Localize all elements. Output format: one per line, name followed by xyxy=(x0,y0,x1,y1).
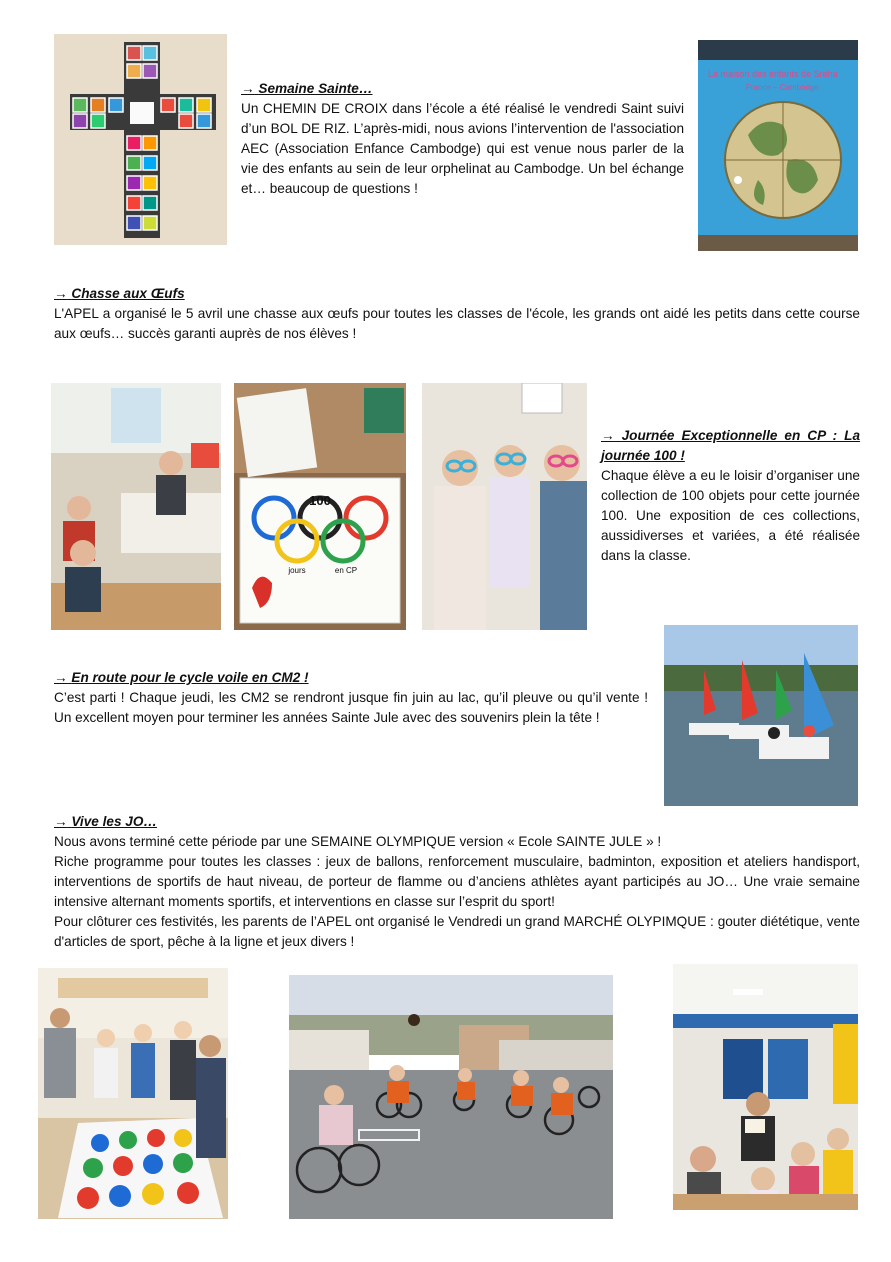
heading-jo: → Vive les JO… xyxy=(54,814,158,829)
photo-wheelchair-sport xyxy=(289,975,613,1219)
photo-cambodge-projection xyxy=(698,40,858,251)
arrow-icon: → xyxy=(54,814,68,829)
photo-classroom-children xyxy=(51,383,221,630)
text-chasse: L'APEL a organisé le 5 avril une chasse aux œufs pour toutes les classes de l'école, les grands ont aidé les petits dans cette course aux œufs… succès garanti auprès de nos élèves ! xyxy=(54,306,860,341)
heading-journee-100: → Journée Exceptionnelle en CP : La journée 100 ! xyxy=(601,428,861,463)
heading-chasse: → Chasse aux Œufs xyxy=(54,286,185,301)
photo-teachers-glasses xyxy=(422,383,587,630)
text-jo-1: Nous avons terminé cette période par une SEMAINE OLYMPIQUE version « Ecole SAINTE JULE » ! xyxy=(54,834,662,849)
arrow-icon: → xyxy=(54,286,68,301)
projection-caption-2: France – Cambodge xyxy=(746,83,819,92)
arrow-icon: → xyxy=(241,81,255,96)
photo-100-jours-poster xyxy=(234,383,406,630)
projection-caption: La maison des enfants de Sreha xyxy=(708,69,838,79)
text-semaine-sainte: Un CHEMIN DE CROIX dans l’école a été réalisé le vendredi Saint suivi d’un BOL DE RIZ. L’après-midi, nous avions l’intervention de l'association AEC (Association Enfance Cambodge) qui est venue nous parler de la vie des enfants au sein de leur orphelinat au Cambodge. Un bel échange et… beaucoup de questions ! xyxy=(241,101,684,196)
photo-classroom-reading xyxy=(673,964,858,1210)
photo-cross-collage xyxy=(54,34,227,245)
arrow-icon: → xyxy=(601,428,615,443)
text-journee-100: Chaque élève a eu le loisir d’organiser une collection de 100 objets pour cette journée 100. Une exposition de ces collections, aussidiverses et variées, a été réalisée dans la classe. xyxy=(601,468,860,563)
arrow-icon: → xyxy=(54,670,68,685)
section-voile-cm2 xyxy=(54,668,648,728)
poster-label-b: en CP xyxy=(334,566,358,575)
heading-semaine-sainte: → Semaine Sainte… xyxy=(241,81,373,96)
section-semaine-sainte xyxy=(241,79,684,199)
poster-label-a: jours xyxy=(288,566,306,575)
text-jo-2: Riche programme pour toutes les classes : jeux de ballons, renforcement musculaire, badminton, exposition et ateliers handisport, interventions de sportifs de haut niveau, de porteur de flamme ou d’anciens athlètes ayant participés au JO… Une vraie semaine intensive alternant moments sportifs, et interventions en classe sur l’esprit du sport! xyxy=(54,854,860,909)
text-jo-3: Pour clôturer ces festivités, les parents de l’APEL ont organisé le Vendredi un grand MARCHÉ OLYPIMQUE : gouter diététique, vente d'articles de sport, pêche à la ligne et jeux divers ! xyxy=(54,914,860,949)
poster-number: 100 xyxy=(309,493,331,508)
photo-sailing-lake xyxy=(664,625,858,806)
heading-voile: → En route pour le cycle voile en CM2 ! xyxy=(54,670,309,685)
photo-twister-game xyxy=(38,968,228,1219)
section-journee-100 xyxy=(601,426,860,566)
text-voile: C’est parti ! Chaque jeudi, les CM2 se rendront jusque fin juin au lac, qu’il pleuve ou qu’il vente ! Un excellent moyen pour terminer les années Sainte Jule avec des souvenirs plein la tête ! xyxy=(54,690,648,725)
section-vive-les-jo xyxy=(54,812,860,952)
section-chasse-aux-oeufs xyxy=(54,284,860,344)
